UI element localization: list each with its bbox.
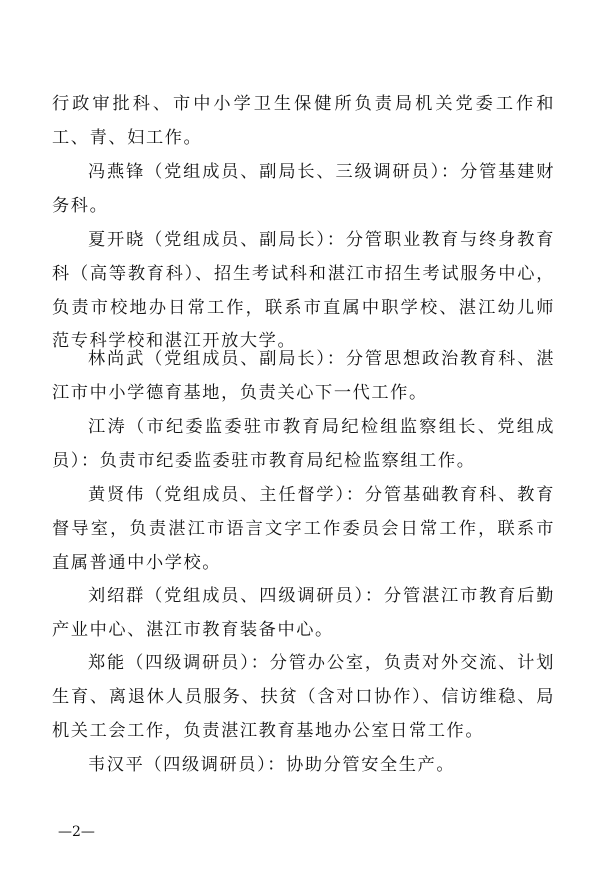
paragraph-lin-shangwu: 林尚武（党组成员、副局长）：分管思想政治教育科、湛江市中小学德育基地，负责关心下一代工作。	[52, 349, 555, 403]
paragraph-feng-yanfeng: 冯燕锋（党组成员、副局长、三级调研员）：分管基建财务科。	[52, 162, 555, 216]
paragraph-continuation: 行政审批科、市中小学卫生保健所负责局机关党委工作和工、青、妇工作。	[52, 94, 555, 148]
paragraph-wei-hanping: 韦汉平（四级调研员）：协助分管安全生产。	[88, 755, 456, 775]
paragraph-xia-kaixiao: 夏开晓（党组成员、副局长）：分管职业教育与终身教育科（高等教育科）、招生考试科和湛江市招生考试服务中心，负责市校地办日常工作，联系市直属中职学校、湛江幼儿师范专科学校和湛江开放大学。	[52, 230, 555, 352]
page-number: —2—	[58, 824, 95, 840]
paragraph-jiang-tao: 江涛（市纪委监委驻市教育局纪检组监察组长、党组成员）：负责市纪委监委驻市教育局纪检监察组工作。	[52, 417, 555, 471]
paragraph-huang-xianwei: 黄贤伟（党组成员、主任督学）：分管基础教育科、教育督导室，负责湛江市语言文字工作委员会日常工作，联系市直属普通中小学校。	[52, 485, 555, 573]
paragraph-liu-shaoqun: 刘绍群（党组成员、四级调研员）：分管湛江市教育后勤产业中心、湛江市教育装备中心。	[52, 586, 555, 640]
paragraph-zheng-neng: 郑能（四级调研员）：分管办公室，负责对外交流、计划生育、离退休人员服务、扶贫（含对口协作）、信访维稳、局机关工会工作，负责湛江教育基地办公室日常工作。	[52, 653, 555, 741]
